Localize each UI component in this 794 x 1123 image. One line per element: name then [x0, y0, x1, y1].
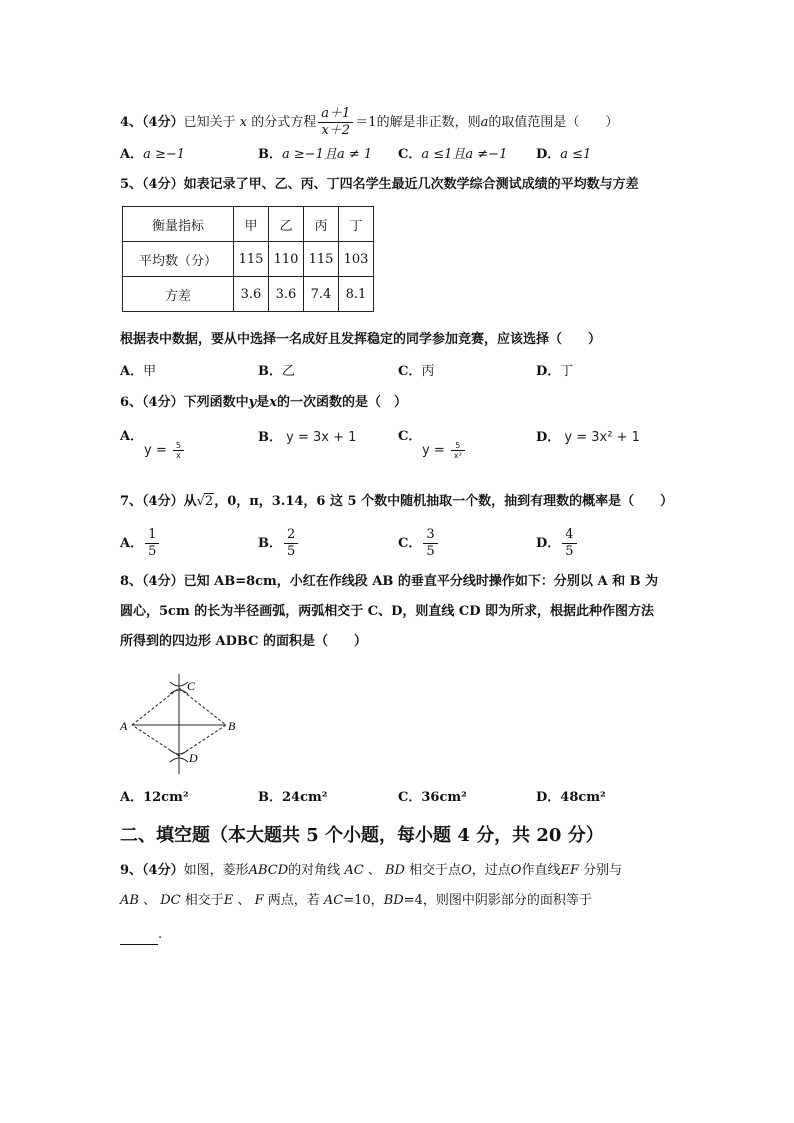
q7-option-c[interactable]: C． $\frac{3}{5}$: [398, 527, 440, 560]
section-heading: 二、填空题（本大题共 5 个小题，每小题 4 分，共 20 分）: [120, 825, 604, 846]
edge-ac: [132, 688, 179, 725]
q8-option-b[interactable]: B．24cm²: [258, 790, 328, 805]
q8-figure: [112, 670, 242, 780]
q4-option-d[interactable]: D．a ≤1: [536, 147, 592, 162]
q5-option-a[interactable]: A．甲: [120, 364, 157, 379]
q4-option-a[interactable]: A．a ≥−1: [120, 147, 186, 162]
q6-option-c[interactable]: C． y = $\frac{5}{\text{x²}}$: [398, 427, 421, 447]
q6-stem: 6、（4分）下列函数中y是x的一次函数的是（ ）: [120, 395, 407, 410]
q4-fraction: $\frac{a+1}{x+2}$: [318, 106, 353, 139]
q4-option-c[interactable]: C．a ≤1且a ≠−1: [398, 147, 508, 162]
label-c: C: [187, 679, 196, 693]
label-a: A: [120, 719, 128, 733]
q9-line-2: AB 、 DC 相交于E 、 F 两点，若 AC=10，BD=4，则图中阴影部分的面积等于: [120, 893, 592, 908]
q5-question: 根据表中数据，要从中选择一名成好且发挥稳定的同学参加竞赛，应该选择（ ）: [120, 332, 602, 347]
q8-option-a[interactable]: A．12cm²: [120, 790, 189, 805]
table-row: 方差 3.6 3.6 7.4 8.1: [123, 277, 374, 312]
q8-line-1: 8、（4分）已知 AB=8cm，小红在作线段 AB 的垂直平分线时操作如下：分别以 A 和 B 为: [120, 574, 659, 589]
q4-stem: 4、（4分）已知关于 x 的分式方程 $\frac{a+1}{x+2}$ ＝1的解是非正数，则a的取值范围是（ ）: [120, 106, 619, 138]
q5-option-d[interactable]: D．丁: [536, 364, 574, 379]
q7-option-d[interactable]: D． $\frac{4}{5}$: [536, 527, 579, 560]
q8-line-2: 圆心，5cm 的长为半径画弧，两弧相交于 C、D，则直线 CD 即为所求，根据此种作图方法: [120, 604, 655, 619]
table-row: 平均数（分） 115 110 115 103: [123, 242, 374, 277]
q6-option-a[interactable]: A． y = $\frac{5}{x}$: [120, 427, 143, 447]
label-d: D: [189, 751, 198, 765]
q9-answer-line: .: [120, 925, 162, 945]
q7-number: 7、（4分）: [120, 494, 184, 509]
q6-option-d[interactable]: D． y = 3x² + 1: [536, 430, 640, 445]
answer-blank[interactable]: [120, 930, 158, 945]
q5-option-c[interactable]: C．丙: [398, 364, 435, 379]
q9-number: 9、（4分）: [120, 863, 184, 878]
q8-number: 8、（4分）: [120, 574, 184, 589]
q6-number: 6、（4分）: [120, 395, 184, 410]
q8-option-d[interactable]: D．48cm²: [536, 790, 606, 805]
q5-number: 5、（4分）: [120, 177, 184, 192]
q4-number: 4、（4分）: [120, 115, 184, 130]
q8-line-3: 所得到的四边形 ADBC 的面积是（ ）: [120, 634, 367, 649]
label-b: B: [228, 719, 236, 733]
q4-option-b[interactable]: B．a ≥−1且a ≠ 1: [258, 147, 373, 162]
q7-option-b[interactable]: B． $\frac{2}{5}$: [258, 527, 300, 560]
q8-option-c[interactable]: C．36cm²: [398, 790, 467, 805]
q7-option-a[interactable]: A． $\frac{1}{5}$: [120, 527, 161, 560]
q5-table: [122, 206, 374, 312]
edge-cb: [179, 688, 226, 725]
q9-line-1: 9、（4分）如图，菱形ABCD的对角线 AC 、 BD 相交于点O，过点O作直线EF 分别与: [120, 863, 623, 878]
q7-stem: 7、（4分）从√2，0，π，3.14，6 这 5 个数中随机抽取一个数，抽到有理数的概率是（ ）: [120, 494, 674, 509]
table-row: 衡量指标 甲 乙 丙 丁: [123, 207, 374, 242]
q6-option-b[interactable]: B． y = 3x + 1: [258, 430, 357, 445]
q5-option-b[interactable]: B．乙: [258, 364, 296, 379]
q5-stem: 5、（4分）如表记录了甲、乙、丙、丁四名学生最近几次数学综合测试成绩的平均数与方差: [120, 177, 639, 192]
